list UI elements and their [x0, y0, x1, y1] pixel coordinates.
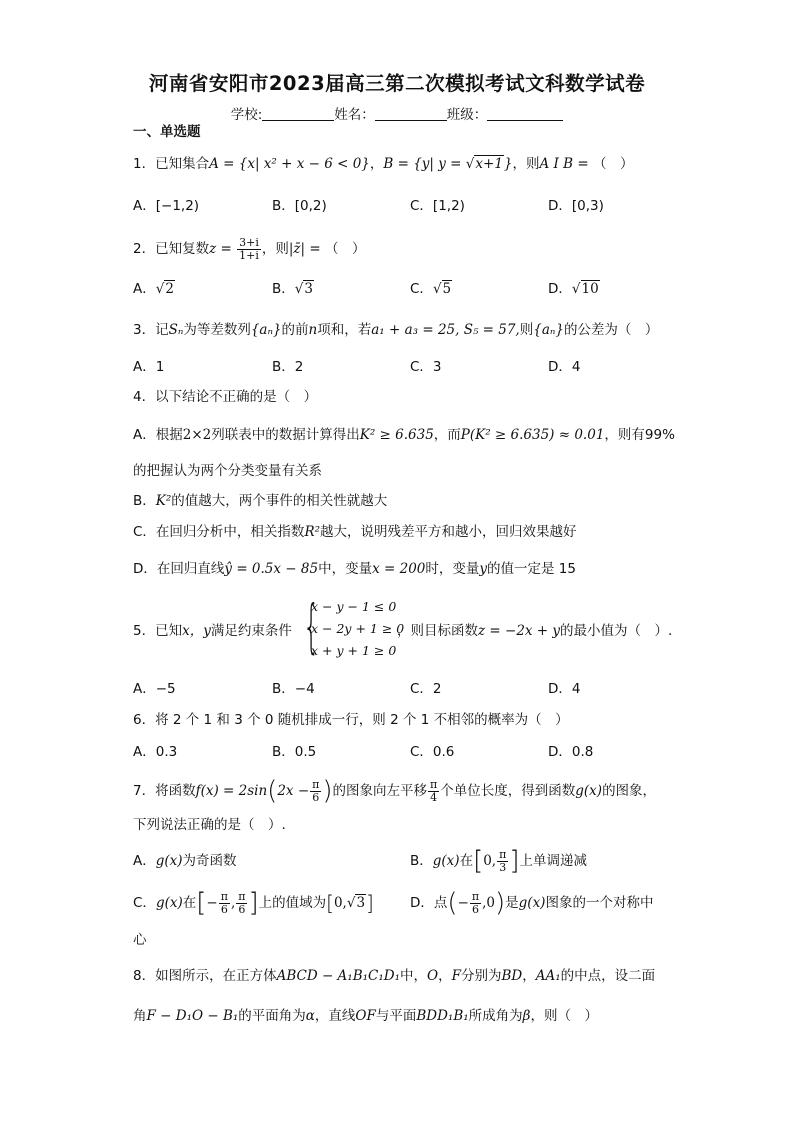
q3-t4: 项和，若 — [317, 322, 372, 338]
q5-option-a[interactable]: A．−5 — [133, 681, 176, 697]
q4d-mid2: 时，变量 — [425, 561, 480, 577]
q7-frac-1 — [310, 779, 321, 804]
q7-option-c[interactable]: C．g(x)在[− $\frac{\pi}{6}$ , $\frac{\pi}{6}$ ]上的值域为[0,√3] — [133, 888, 374, 918]
q5-obj: z = −2x + y — [478, 623, 561, 639]
q7d-neg: − — [457, 895, 469, 911]
question-4: 4．以下结论不正确的是（ ） — [133, 389, 318, 405]
q1-close: } — [503, 156, 513, 172]
q7-g: g(x) — [575, 783, 603, 799]
q7c-mid: 在 — [182, 895, 197, 911]
q7a-pre: A． — [133, 853, 156, 869]
q2-paren: （ ） — [324, 241, 366, 257]
q2-numerator: 3+i — [239, 235, 259, 249]
q4-option-a-cont: 的把握认为两个分类变量有关系 — [133, 463, 322, 479]
q2-option-c[interactable]: C．√5 — [410, 281, 452, 297]
q7b-three: 3 — [499, 860, 507, 874]
q8-cube: ABCD − A₁B₁C₁D₁ — [276, 968, 401, 984]
name-field[interactable] — [375, 107, 447, 121]
q7-option-d[interactable]: D．点(− $\frac{\pi}{6}$ ,0)是g(x)图象的一个对称中 — [410, 888, 654, 918]
q7c-neg: − — [206, 895, 218, 911]
q1-option-a[interactable]: A．[−1,2) — [133, 198, 200, 214]
q7b-frac — [497, 849, 508, 874]
q2-fraction — [237, 237, 261, 262]
q6-option-c[interactable]: C．0.6 — [410, 744, 455, 760]
q6-option-d[interactable]: D．0.8 — [548, 744, 594, 760]
question-7: 7．将函数f(x) = 2sin(2x − $\frac{\pi}{6}$ )的图象向左平移 $\frac{\pi}{4}$ 个单位长度，得到函数g(x)的图象， — [133, 776, 657, 806]
q7d-post2: 图象的一个对称中 — [545, 895, 654, 911]
q5-xy: x，y — [182, 623, 211, 639]
q4-option-d[interactable] — [133, 559, 576, 579]
q7-mid: 的图象向左平移 — [332, 783, 428, 799]
q5-constraint-3: x + y + 1 ≥ 0 — [311, 643, 397, 658]
section-heading: 一、单选题 — [133, 124, 201, 140]
q7-line-2: 下列说法正确的是（ ）. — [133, 817, 286, 833]
q7-four: 4 — [430, 790, 438, 804]
q8-l2-mid: 的平面角为 — [238, 1008, 306, 1024]
class-label: 班级： — [446, 107, 488, 123]
q1-paren: （ ） — [592, 156, 634, 172]
question-3 — [133, 320, 658, 340]
q4c-post: 越大，说明残差平方和越小，回归效果越好 — [320, 524, 577, 540]
q8-of: OF — [355, 1008, 376, 1024]
q7c-pi-1: π — [220, 889, 228, 903]
class-field[interactable] — [487, 107, 563, 121]
q5-constraint-1: x − y − 1 ≤ 0 — [311, 599, 397, 614]
q7-pi: π — [312, 777, 320, 791]
q2-option-b[interactable]: B．√3 — [272, 281, 313, 297]
q3-t3: 的前 — [281, 322, 309, 338]
q2-a-root: 2 — [165, 281, 174, 297]
q4d-post: 的值一定是 15 — [487, 561, 576, 577]
q7-pi-2: π — [430, 777, 438, 791]
name-label: 姓名： — [334, 107, 375, 123]
q2-tail: ，则 — [261, 241, 289, 257]
q4a-table: 2×2 — [182, 427, 212, 443]
q2-b-label: B． — [272, 281, 295, 297]
q7c-pi-2: π — [238, 889, 246, 903]
school-field[interactable] — [262, 107, 334, 121]
q8-bd: BD — [501, 968, 523, 984]
q8-l2-post: ，则（ ） — [530, 1008, 598, 1024]
q2-a-label: A． — [133, 281, 156, 297]
q7d-post: 是 — [505, 895, 519, 911]
brace-icon: { — [303, 592, 320, 660]
q3-t1: 3．记 — [133, 322, 169, 338]
q5-mid: 满足约束条件 — [210, 623, 292, 639]
q7c-six-1: 6 — [220, 902, 228, 916]
q7-six: 6 — [312, 790, 320, 804]
q4b-k: K² — [155, 493, 172, 509]
q3-option-c[interactable]: C．3 — [410, 359, 442, 375]
q4a-mid2: ，而 — [433, 427, 461, 443]
q8-sep: ， — [438, 968, 452, 984]
q8-mid2: 分别为 — [461, 968, 502, 984]
q3-t5: 则 — [519, 322, 534, 338]
q3-sn: Sₙ — [168, 322, 184, 338]
q8-l2-mid3: 与平面 — [375, 1008, 417, 1024]
q4d-eq: ŷ = 0.5x − 85 — [224, 561, 319, 577]
q2-text: 2．已知复数 — [133, 241, 210, 257]
q4a-mid: 列联表中的数据计算得出 — [211, 427, 360, 443]
q7c-frac-1 — [219, 891, 230, 916]
q1-text: 1．已知集合 — [133, 156, 210, 172]
q7c-root: 3 — [356, 895, 366, 911]
q7a-post: 为奇函数 — [182, 853, 237, 869]
q7b-g: g(x) — [432, 853, 460, 869]
q7d-g: g(x) — [518, 895, 546, 911]
q8-angle: F − D₁O − B₁ — [146, 1008, 239, 1024]
q5-post: 的最小值为（ ）. — [560, 623, 673, 639]
q5-option-d[interactable]: D．4 — [548, 681, 581, 697]
q2-d-root: 10 — [581, 281, 599, 297]
q7b-pre: B． — [410, 853, 433, 869]
question-1 — [133, 154, 633, 174]
q7-option-d-wrap: 心 — [133, 932, 147, 948]
q8-l2-pre: 角 — [133, 1008, 147, 1024]
q7-pre: 7．将函数 — [133, 783, 196, 799]
q1-option-d[interactable]: D．[0,3) — [548, 198, 604, 214]
q1-set-a: A = {x| x² + x − 6 < 0} — [209, 156, 370, 172]
q8-line-2 — [133, 1006, 598, 1026]
q3-t6: 的公差为（ ） — [563, 322, 659, 338]
q7b-pi: π — [499, 847, 507, 861]
q2-abs: |z̄| = — [288, 241, 325, 257]
q1-sqrt-arg: x+1 — [475, 156, 503, 172]
q4c-r: R² — [304, 524, 321, 540]
q7b-post: 上单调递减 — [519, 853, 587, 869]
q7d-pre: D．点 — [410, 895, 448, 911]
q4a-pre: A．根据 — [133, 427, 183, 443]
question-5-pre — [133, 621, 292, 641]
q7b-mid: 在 — [459, 853, 474, 869]
q4-option-a[interactable] — [133, 425, 675, 445]
q7c-g: g(x) — [155, 895, 183, 911]
q7-mid2: 个单位长度，得到函数 — [440, 783, 576, 799]
q7d-frac — [470, 891, 481, 916]
q4d-x: x = 200 — [372, 561, 426, 577]
q7b-int: 0, — [483, 853, 497, 869]
q2-b-root: 3 — [304, 281, 313, 297]
q5-constraint-system — [303, 592, 405, 663]
q4c-pre: C．在回归分析中，相关指数 — [133, 524, 305, 540]
q7c-six-2: 6 — [238, 902, 246, 916]
q8-l2-mid4: 所成角为 — [468, 1008, 523, 1024]
q8-sep-2: ， — [522, 968, 536, 984]
q4d-y: y — [479, 561, 488, 577]
q4a-p: P(K² ≥ 6.635) ≈ 0.01 — [460, 427, 605, 443]
q4d-pre: D．在回归直线 — [133, 561, 225, 577]
q7-f: f(x) = 2sin — [195, 783, 268, 799]
q2-z: z = — [209, 241, 237, 257]
q4-option-c[interactable] — [133, 522, 577, 542]
q7-arg: 2x − — [277, 783, 310, 799]
q2-c-label: C． — [410, 281, 433, 297]
q6-option-b[interactable]: B．0.5 — [272, 744, 317, 760]
q8-plane: BDD₁B₁ — [416, 1008, 469, 1024]
q7-option-a[interactable] — [133, 851, 237, 871]
q3-t2: 为等差数列 — [183, 322, 251, 338]
q4a-k: K² ≥ 6.635 — [359, 427, 434, 443]
q4a-post: ，则有99% — [604, 427, 675, 443]
q8-aa: AA₁ — [535, 968, 561, 984]
q3-an-2: {aₙ} — [533, 322, 564, 338]
q8-l2-mid2: ，直线 — [314, 1008, 356, 1024]
question-2 — [133, 235, 365, 263]
q4b-pre: B． — [133, 493, 156, 509]
q2-denominator: 1+i — [239, 248, 259, 262]
q8-alpha: α — [305, 1008, 315, 1024]
q3-an: {aₙ} — [250, 322, 282, 338]
q4b-post: 的值越大，两个事件的相关性就越大 — [171, 493, 388, 509]
q1-option-c[interactable]: C．[1,2) — [410, 198, 465, 214]
q8-post: 的中点，设二面 — [560, 968, 656, 984]
school-label: 学校: — [230, 107, 263, 123]
q7c-pre: C． — [133, 895, 156, 911]
q5-mid2: ，则目标函数 — [397, 623, 478, 639]
q1-comma: ， — [369, 156, 384, 172]
q5-pre: 5．已知 — [133, 623, 183, 639]
q8-mid: 中， — [400, 968, 428, 984]
q3-option-a[interactable]: A．1 — [133, 359, 165, 375]
q8-beta: β — [522, 1008, 531, 1024]
q3-option-d[interactable]: D．4 — [548, 359, 581, 375]
q4d-mid: 中，变量 — [318, 561, 373, 577]
q2-d-label: D． — [548, 281, 572, 297]
q3-option-b[interactable]: B．2 — [272, 359, 304, 375]
q8-pre: 8．如图所示，在正方体 — [133, 968, 277, 984]
q2-c-root: 5 — [442, 281, 452, 297]
q7c-frac-2 — [236, 891, 247, 916]
q7a-g: g(x) — [155, 853, 183, 869]
q3-n: n — [308, 322, 318, 338]
q4-option-b[interactable] — [133, 491, 387, 511]
q1-tail: ，则 — [512, 156, 540, 172]
q2-option-d[interactable]: D．√10 — [548, 281, 599, 297]
question-5-post — [397, 621, 672, 641]
question-8 — [133, 966, 655, 986]
q7c-val: 0, — [333, 895, 347, 911]
q2-option-a[interactable]: A．√2 — [133, 281, 174, 297]
q5-option-c[interactable]: C．2 — [410, 681, 442, 697]
q7c-range: 上的值域为 — [258, 895, 327, 911]
question-6: 6．将 2 个 1 和 3 个 0 随机排成一行，则 2 个 1 不相邻的概率为（ ） — [133, 712, 569, 728]
q7d-pt: 0 — [486, 895, 495, 911]
q7d-pi: π — [471, 889, 480, 903]
q3-cond: a₁ + a₃ = 25, S₅ = 57, — [371, 322, 520, 338]
q8-f: F — [451, 968, 461, 984]
q1-set-b: B = {y| y = — [383, 156, 466, 172]
q7d-six: 6 — [471, 902, 479, 916]
q1-expr: A I B = — [539, 156, 593, 172]
q8-o: O — [427, 968, 439, 984]
q6-option-a[interactable]: A．0.3 — [133, 744, 178, 760]
q5-constraint-2: x − 2y + 1 ≥ 0 — [311, 621, 405, 636]
q7-frac-2 — [428, 779, 439, 804]
student-info — [0, 103, 794, 123]
q7-option-b[interactable]: B．g(x)在[0, $\frac{\pi}{3}$ ]上单调递减 — [410, 846, 587, 876]
q1-sqrt: √x+1 — [465, 156, 503, 172]
q5-option-b[interactable]: B．−4 — [272, 681, 315, 697]
page-title: 河南省安阳市2023届高三第二次模拟考试文科数学试卷 — [148, 72, 646, 95]
q1-option-b[interactable]: B．[0,2) — [272, 198, 327, 214]
q7-post: 的图象， — [602, 783, 657, 799]
